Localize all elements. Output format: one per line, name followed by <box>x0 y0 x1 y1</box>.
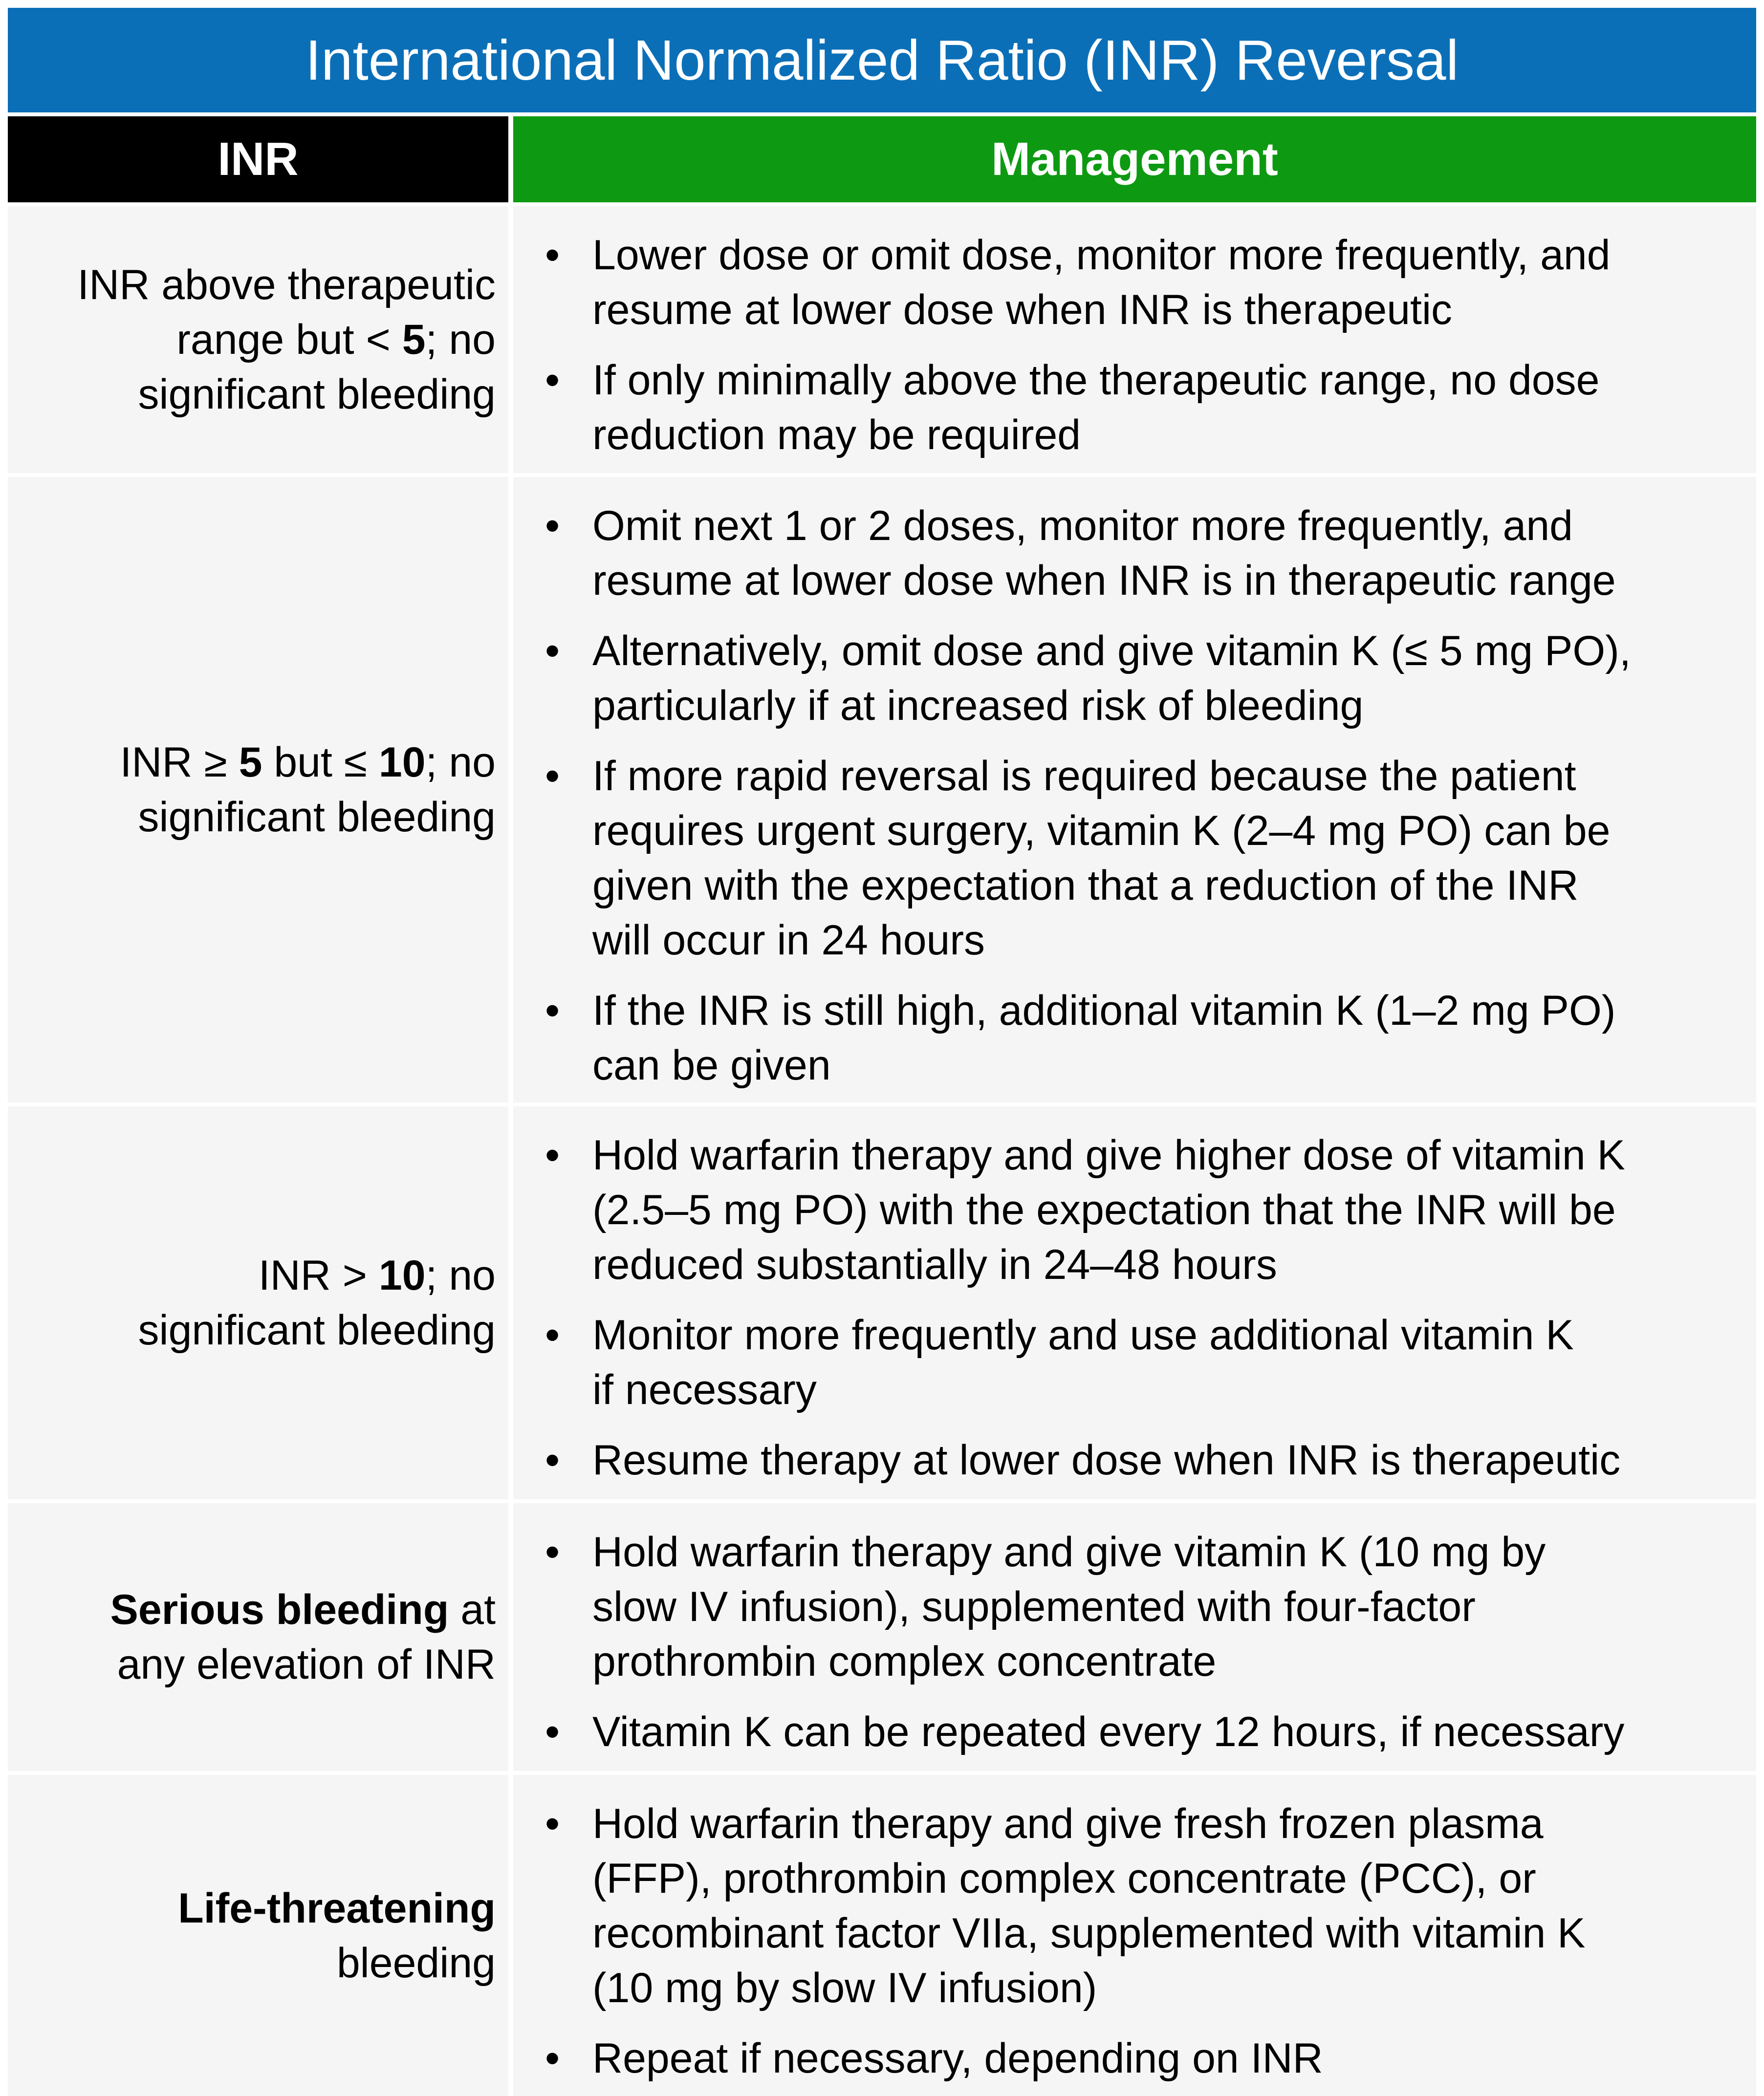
list-item <box>538 624 1746 733</box>
inr-cell-row-4 <box>8 1503 508 1771</box>
inr-value-bold: 10 <box>378 1252 426 1299</box>
list-item <box>538 1525 1746 1689</box>
bullet-line: reduction may be required <box>592 411 1081 458</box>
bullet-line: reduced substantially in 24–48 hours <box>592 1241 1277 1288</box>
list-item <box>538 1128 1746 1292</box>
bullet-line: recombinant factor VIIa, supplemented with vitamin K <box>592 1910 1586 1957</box>
bullet-icon: • <box>544 1312 560 1359</box>
inr-value-bold: Life-threatening <box>178 1884 496 1932</box>
bullet-line: can be given <box>592 1042 831 1089</box>
bullet-icon: • <box>544 2035 560 2082</box>
inr-value-bold: 10 <box>378 739 426 786</box>
bullet-line: particularly if at increased risk of bleeding <box>592 682 1364 729</box>
inr-text: at <box>449 1586 496 1633</box>
list-item <box>538 353 1746 462</box>
inr-text: INR ≥ <box>120 739 239 786</box>
management-cell-row-4 <box>513 1503 1756 1771</box>
bullet-line: will occur in 24 hours <box>592 917 985 964</box>
bullet-line: prothrombin complex concentrate <box>592 1638 1217 1685</box>
bullet-icon: • <box>544 1132 560 1179</box>
bullet-line: Alternatively, omit dose and give vitamin K (≤ 5 mg PO), <box>592 627 1631 674</box>
bullet-line: (10 mg by slow IV infusion) <box>592 1965 1097 2011</box>
management-cell-row-1 <box>513 206 1756 473</box>
bullet-icon: • <box>544 1529 560 1576</box>
bullet-icon: • <box>544 627 560 674</box>
inr-text: bleeding <box>336 1939 496 1987</box>
inr-text: ; no <box>425 739 496 786</box>
inr-text: any elevation of INR <box>117 1641 496 1688</box>
bullet-line: slow IV infusion), supplemented with four-factor <box>592 1583 1476 1630</box>
list-item <box>538 749 1746 968</box>
inr-text: INR > <box>258 1252 379 1299</box>
inr-cell-row-5 <box>8 1775 508 2096</box>
inr-value-bold: Serious bleeding <box>110 1586 449 1633</box>
bullet-icon: • <box>544 357 560 404</box>
bullet-icon: • <box>544 987 560 1034</box>
bullet-line: Resume therapy at lower dose when INR is therapeutic <box>592 1437 1621 1484</box>
inr-value-bold: 5 <box>239 739 262 786</box>
bullet-line: Monitor more frequently and use additional vitamin K <box>592 1312 1574 1359</box>
inr-text: significant bleeding <box>138 371 496 418</box>
bullet-line: Repeat if necessary, depending on INR <box>592 2035 1323 2082</box>
management-cell-row-3 <box>513 1106 1756 1499</box>
bullet-icon: • <box>544 1437 560 1484</box>
inr-text: INR above therapeutic <box>77 261 496 308</box>
bullet-line: requires urgent surgery, vitamin K (2–4 mg PO) can be <box>592 807 1611 854</box>
inr-cell-row-2 <box>8 477 508 1102</box>
bullet-line: If the INR is still high, additional vitamin K (1–2 mg PO) <box>592 987 1616 1034</box>
inr-cell-row-3 <box>8 1106 508 1499</box>
column-header-inr: INR <box>8 116 508 202</box>
bullet-line: If only minimally above the therapeutic range, no dose <box>592 357 1600 404</box>
bullet-line: Lower dose or omit dose, monitor more frequently, and <box>592 232 1611 279</box>
bullet-line: Hold warfarin therapy and give higher dose of vitamin K <box>592 1132 1625 1179</box>
management-cell-row-2 <box>513 477 1756 1102</box>
bullet-line: Vitamin K can be repeated every 12 hours, if necessary <box>592 1708 1625 1755</box>
list-item <box>538 983 1746 1093</box>
inr-value-bold: 5 <box>402 316 426 363</box>
table-title: International Normalized Ratio (INR) Reversal <box>8 8 1756 112</box>
inr-text: ; no <box>425 316 496 363</box>
bullet-icon: • <box>544 1708 560 1755</box>
list-item <box>538 498 1746 608</box>
inr-text: range but < <box>176 316 402 363</box>
list-item <box>538 1433 1746 1488</box>
list-item <box>538 1308 1746 1417</box>
inr-cell-row-1 <box>8 206 508 473</box>
bullet-icon: • <box>544 1800 560 1847</box>
inr-text: but ≤ <box>262 739 379 786</box>
column-header-management: Management <box>513 116 1756 202</box>
inr-text: ; no <box>425 1252 496 1299</box>
bullet-icon: • <box>544 232 560 279</box>
bullet-line: Hold warfarin therapy and give vitamin K (10 mg by <box>592 1529 1546 1576</box>
bullet-icon: • <box>544 502 560 549</box>
list-item <box>538 2031 1746 2086</box>
bullet-line: (FFP), prothrombin complex concentrate (PCC), or <box>592 1855 1536 1902</box>
bullet-line: Omit next 1 or 2 doses, monitor more frequently, and <box>592 502 1573 549</box>
management-cell-row-5 <box>513 1775 1756 2096</box>
bullet-line: If more rapid reversal is required because the patient <box>592 753 1576 800</box>
inr-text: significant bleeding <box>138 1307 496 1354</box>
bullet-line: given with the expectation that a reduction of the INR <box>592 862 1579 909</box>
bullet-line: if necessary <box>592 1366 817 1413</box>
list-item <box>538 228 1746 337</box>
bullet-line: resume at lower dose when INR is therapeutic <box>592 286 1453 333</box>
bullet-line: Hold warfarin therapy and give fresh frozen plasma <box>592 1800 1544 1847</box>
inr-text: significant bleeding <box>138 794 496 841</box>
bullet-icon: • <box>544 753 560 800</box>
inr-reversal-table <box>8 8 1756 2096</box>
bullet-line: (2.5–5 mg PO) with the expectation that the INR will be <box>592 1187 1616 1233</box>
list-item <box>538 1796 1746 2015</box>
list-item <box>538 1705 1746 1759</box>
bullet-line: resume at lower dose when INR is in therapeutic range <box>592 557 1616 604</box>
